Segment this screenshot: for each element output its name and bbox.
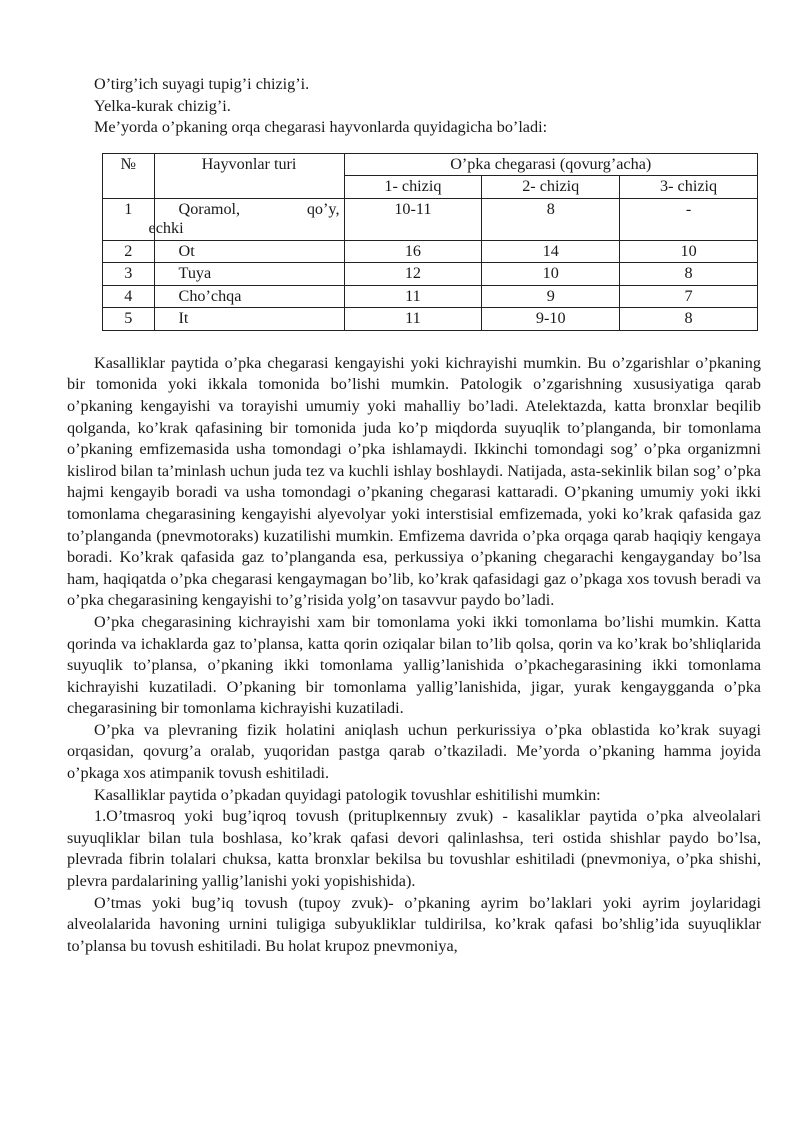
row-num: 4 (103, 285, 155, 308)
row-line-2-value: 14 (482, 240, 620, 263)
table-header-row (103, 153, 758, 176)
header-animal: Hayvonlar turi (154, 153, 344, 198)
row-num: 1 (103, 198, 155, 240)
row-line-2-value: 10 (482, 263, 620, 286)
row-line-1-value: 11 (344, 308, 482, 331)
body-paragraph-5: 1.O’tmasroq yoki bug’iqroq tovush (prituplкennыy zvuk) - kasaliklar paytida o’pka alveolalari suyuqliklar bilan tula boshlasa, ko’krak qafasi devori qalinlashsa, teri ostida shishlar paydo bo’lsa, plevrada fibrin tolalari chuksa, katta bronxlar bekilsa bu tovushlar eshitiladi (pnevmoniya, o’pka shishi, plevra pardalarining yallig’lanishi yoki yopishishida). (67, 807, 761, 891)
row-line-2-value: 9 (482, 285, 620, 308)
header-num: № (103, 153, 155, 198)
body-paragraph-4: Kasalliklar paytida o’pkadan quyidagi patologik tovushlar eshitilishi mumkin: (94, 785, 601, 804)
table-row (103, 308, 758, 331)
row-animal: Tuya (154, 263, 344, 286)
intro-line-3: Me’yorda o’pkaning orqa chegarasi hayvonlarda quyidagicha bo’ladi: (94, 118, 548, 137)
body-paragraph-3: O’pka va plevraning fizik holatini aniqlash uchun perkurissiya o’pka oblastida ko’krak suyagi orqasidan, qovurg’a oralab, yuqoridan pastga qarab o’tkaziladi. Me’yorda o’pkaning hamma joyida o’pkaga xos atimpanik tovush eshitiladi. (67, 720, 761, 783)
intro-line-2: Yelka-kurak chizig’i. (94, 96, 231, 115)
row-line-2-value: 9-10 (482, 308, 620, 331)
row-animal-line-2: echki (148, 219, 184, 238)
header-line-3: 3- chiziq (620, 176, 758, 199)
row-line-1-value: 11 (344, 285, 482, 308)
row-num: 3 (103, 263, 155, 286)
row-line-1-value: 16 (344, 240, 482, 263)
table-row (103, 285, 758, 308)
row-animal: Ot (154, 240, 344, 263)
row-line-1-value: 10-11 (344, 198, 482, 240)
row-line-3-value: 8 (620, 263, 758, 286)
header-border: O’pka chegarasi (qovurg’acha) (344, 153, 757, 176)
table-row (103, 198, 758, 240)
row-line-3-value: 8 (620, 308, 758, 331)
row-num: 2 (103, 240, 155, 263)
row-line-3-value: - (620, 198, 758, 240)
lung-border-table (102, 153, 758, 331)
table-row (103, 263, 758, 286)
header-line-2: 2- chiziq (482, 176, 620, 199)
intro-line-1: O’tirg’ich suyagi tupig’i chizig’i. (94, 75, 310, 93)
row-line-3-value: 10 (620, 240, 758, 263)
table-row (103, 240, 758, 263)
body-paragraph-2: O’pka chegarasining kichrayishi xam bir tomonlama yoki ikki tomonlama bo’lishi mumkin. Katta qorinda va ichaklarda gaz to’plansa, katta qorin oziqalar bilan to’lib qolsa, qorin va ko’krak bo’shliqlarida suyuqlik to’plansa, o’pkaning ikki tomonlama yallig’lanishida o’pkachegarasining ikki tomonlama kichrayishi kuzatiladi. O’pkaning bir tomonlama yallig’lanishida, jigar, yurak kengaygganda o’pka chegarasining bir tomonlama kichrayishi kuzatiladi. (67, 612, 761, 718)
body-paragraph-6: O’tmas yoki bug’iq tovush (tupoy zvuk)- o’pkaning ayrim bo’laklari yoki ayrim joylaridagi alveolalarida havoning urnini tuligiga subyukliklar tuldirilsa, ko’krak qafasi bo’shlig’ida suyuqliklar to’plansa bu tovush eshitiladi. Bu holat krupoz pnevmoniya, (67, 893, 761, 955)
row-num: 5 (103, 308, 155, 331)
row-animal-line-1: Qoramol, qo’y, (178, 199, 340, 218)
row-line-3-value: 7 (620, 285, 758, 308)
header-line-1: 1- chiziq (344, 176, 482, 199)
row-line-1-value: 12 (344, 263, 482, 286)
row-animal (148, 198, 344, 240)
body-paragraph-1: Kasalliklar paytida o’pka chegarasi kengayishi yoki kichrayishi mumkin. Bu o’zgarishlar o’pkaning bir tomonida yoki ikkala tomonida bo’lishi mumkin. Patologik o’zgarishning xususiyatiga qarab o’pkaning kengayishi va torayishi umumiy yoki mahalliy bo’ladi. Atelektazda, katta bronxlar beqilib qolganda, ko’krak qafasining bir tomonida juda ko’p miqdorda suyuqlik to’planganda, bir tomonlama o’pkaning emfizemasida usha tomondagi o’pka ishlamaydi. Ikkinchi tomondagi sog’ o’pka organizmni kislirod bilan ta’minlash uchun juda tez va kuchli ishlay boshlaydi. Natijada, asta-sekinlik bilan sog’ o’pka hajmi kengayib boradi va usha tomondagi o’pkaning chegarasi kattaradi. O’pkaning umumiy yoki ikki tomonlama chegarasining kengayishi alyevolyar yoki interstisial emfizemada, yoki ko’krak qafasida gaz to’planganda (pnevmotoraks) kuzatilishi mumkin. Emfizema davrida o’pka orqaga qarab haqiqiy kengaya boradi. Ko’krak qafasida gaz to’planganda esa, perkussiya o’pkaning chegarachi kengayganday bo’lsa ham, haqiqatda o’pka chegarasi kengaymagan bo’lib, ko’krak qafasidagi gaz o’pkaga xos tovush beradi va o’pka chegarasining kengayishi to’g’risida yolg’on tasavvur paydo bo’ladi. (67, 353, 761, 610)
document-page (67, 74, 761, 957)
row-animal: Cho’chqa (154, 285, 344, 308)
row-line-2-value: 8 (482, 198, 620, 240)
row-animal: It (154, 308, 344, 331)
